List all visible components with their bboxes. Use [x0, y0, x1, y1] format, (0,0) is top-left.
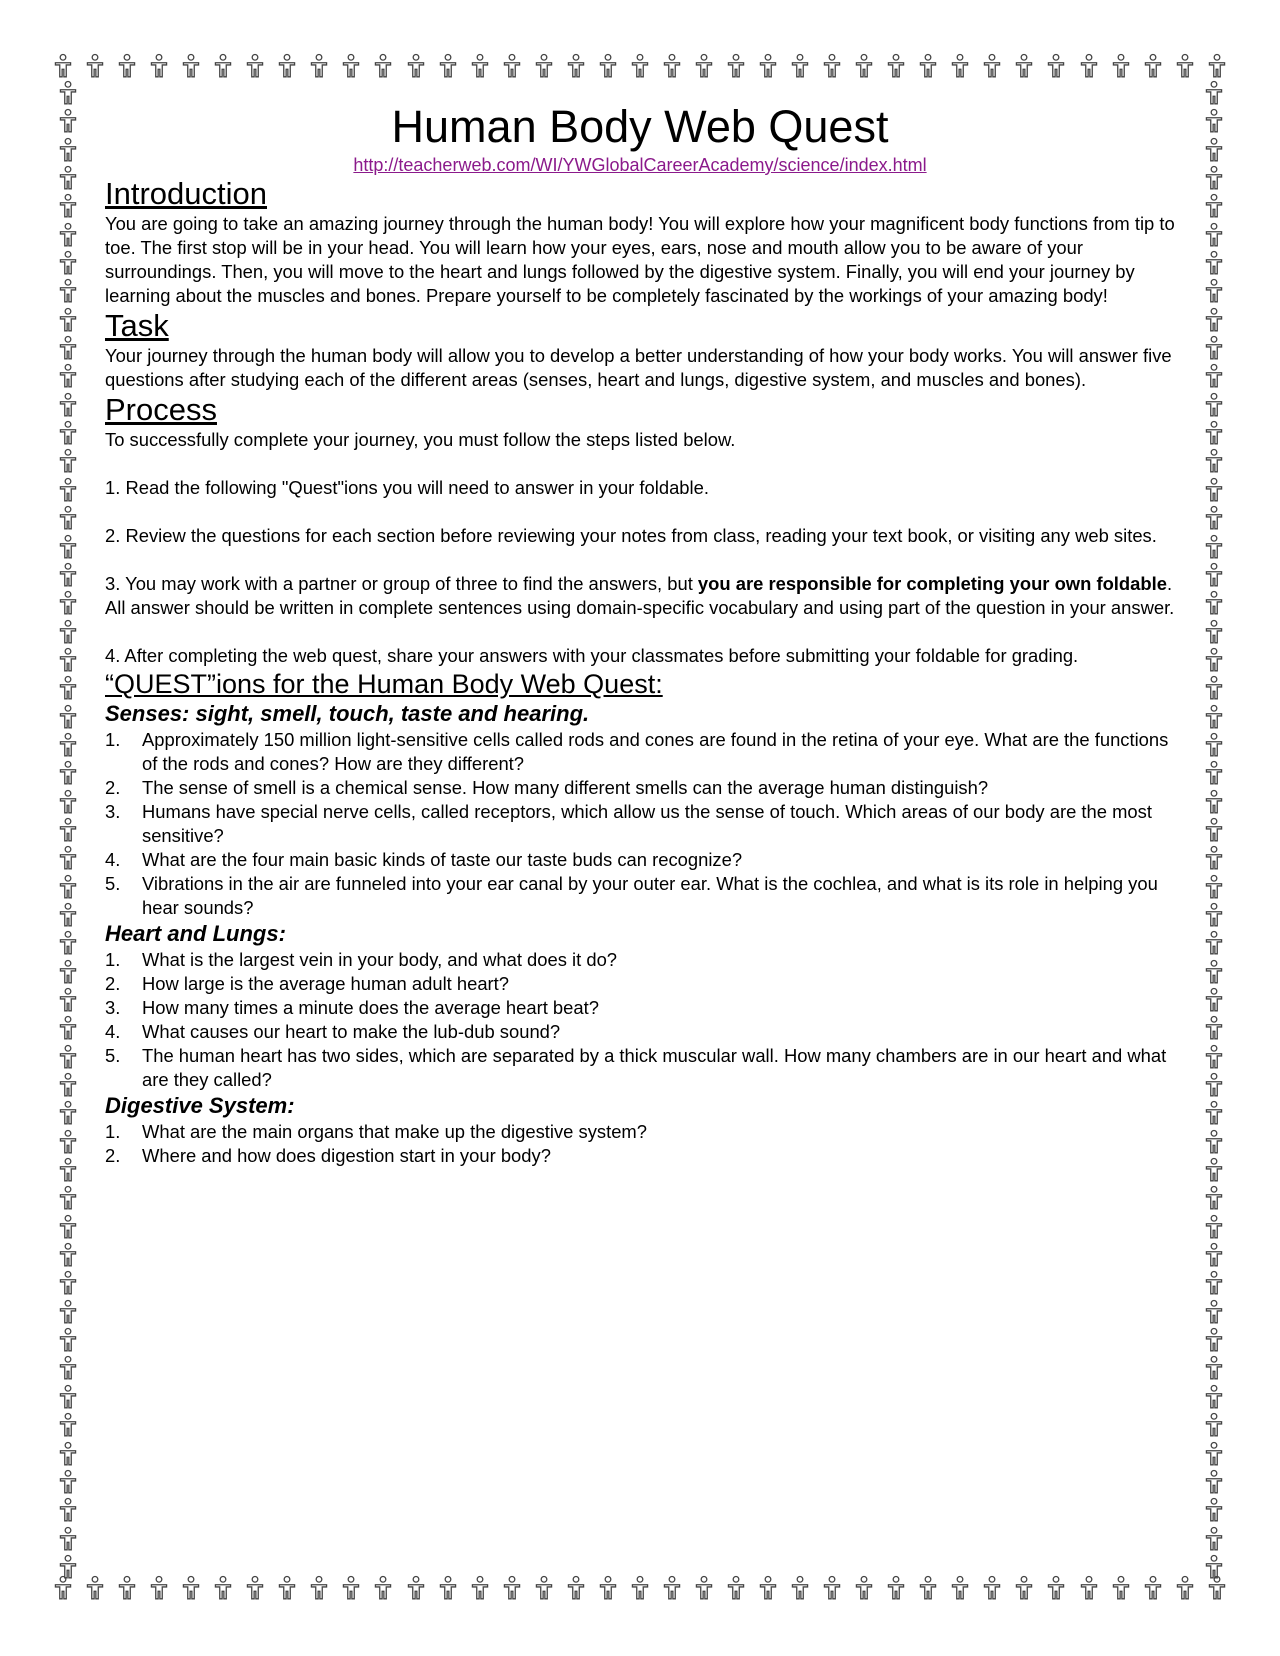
- person-border-icon: [1203, 1355, 1225, 1381]
- person-border-icon: [1045, 1575, 1067, 1601]
- person-border-icon: [1203, 789, 1225, 815]
- person-border-icon: [1174, 53, 1196, 79]
- person-border-icon: [853, 53, 875, 79]
- person-border-icon: [1203, 987, 1225, 1013]
- person-border-icon: [57, 1015, 79, 1041]
- person-border-icon: [84, 53, 106, 79]
- person-border-icon: [372, 1575, 394, 1601]
- person-border-icon: [1110, 53, 1132, 79]
- person-border-icon: [57, 1185, 79, 1211]
- person-border-icon: [57, 1129, 79, 1155]
- person-border-icon: [1203, 363, 1225, 389]
- task-text: Your journey through the human body will allow you to develop a better understanding of how your body works. You will answer five questions after studying each of the different areas (senses, heart and lungs, digestive system, and muscles and bones).: [105, 345, 1172, 390]
- person-border-icon: [57, 1327, 79, 1353]
- person-border-icon: [57, 732, 79, 758]
- person-border-icon: [917, 53, 939, 79]
- person-border-icon: [57, 760, 79, 786]
- person-border-icon: [405, 53, 427, 79]
- person-border-icon: [57, 1469, 79, 1495]
- person-border-icon: [1203, 1185, 1225, 1211]
- person-border-icon: [1203, 505, 1225, 531]
- person-border-icon: [57, 704, 79, 730]
- person-border-icon: [84, 1575, 106, 1601]
- person-border-icon: [57, 1157, 79, 1183]
- person-border-icon: [501, 1575, 523, 1601]
- person-border-icon: [57, 222, 79, 248]
- person-border-icon: [949, 53, 971, 79]
- person-border-icon: [1203, 137, 1225, 163]
- person-border-icon: [212, 53, 234, 79]
- person-border-icon: [57, 959, 79, 985]
- person-border-icon: [57, 930, 79, 956]
- person-border-icon: [917, 1575, 939, 1601]
- person-border-icon: [533, 1575, 555, 1601]
- person-border-icon: [1203, 1554, 1225, 1580]
- person-border-icon: [1203, 1441, 1225, 1467]
- person-border-icon: [437, 53, 459, 79]
- person-border-icon: [57, 1214, 79, 1240]
- person-border-icon: [1203, 562, 1225, 588]
- person-border-icon: [57, 1242, 79, 1268]
- person-border-icon: [57, 1299, 79, 1325]
- process-heading: Process: [105, 392, 217, 427]
- person-border-icon: [1203, 647, 1225, 673]
- person-border-icon: [57, 562, 79, 588]
- person-border-icon: [57, 1384, 79, 1410]
- person-border-icon: [1203, 1100, 1225, 1126]
- person-border-icon: [308, 53, 330, 79]
- questions-heading: “QUEST”ions for the Human Body Web Quest:: [105, 669, 663, 699]
- person-border-icon: [1078, 1575, 1100, 1601]
- list-item: 4. What causes our heart to make the lub-dub sound?: [105, 1021, 561, 1042]
- person-border-icon: [57, 590, 79, 616]
- person-border-icon: [821, 53, 843, 79]
- person-border-icon: [57, 137, 79, 163]
- heart-lungs-heading: Heart and Lungs:: [105, 921, 286, 946]
- person-border-icon: [1203, 335, 1225, 361]
- person-border-icon: [1203, 278, 1225, 304]
- person-border-icon: [1206, 53, 1228, 79]
- person-border-icon: [1203, 760, 1225, 786]
- process-step-4: 4. After completing the web quest, share your answers with your classmates before submitting your foldable for grading.: [105, 645, 1079, 666]
- person-border-icon: [180, 1575, 202, 1601]
- person-border-icon: [469, 53, 491, 79]
- person-border-icon: [57, 193, 79, 219]
- task-heading: Task: [105, 308, 169, 343]
- process-step-3-bold: you are responsible for completing your own foldable: [697, 573, 1167, 594]
- person-border-icon: [180, 53, 202, 79]
- border-right: [1198, 80, 1230, 1580]
- person-border-icon: [757, 53, 779, 79]
- person-border-icon: [1203, 1299, 1225, 1325]
- person-border-icon: [1045, 53, 1067, 79]
- person-border-icon: [981, 53, 1003, 79]
- person-border-icon: [1203, 1327, 1225, 1353]
- person-border-icon: [57, 505, 79, 531]
- person-border-icon: [757, 1575, 779, 1601]
- person-border-icon: [725, 53, 747, 79]
- person-border-icon: [1203, 704, 1225, 730]
- person-border-icon: [57, 902, 79, 928]
- person-border-icon: [308, 1575, 330, 1601]
- person-border-icon: [1203, 902, 1225, 928]
- person-border-icon: [57, 335, 79, 361]
- person-border-icon: [57, 1554, 79, 1580]
- list-item: 2. How large is the average human adult heart?: [105, 973, 510, 994]
- person-border-icon: [1203, 1412, 1225, 1438]
- person-border-icon: [469, 1575, 491, 1601]
- person-border-icon: [57, 789, 79, 815]
- person-border-icon: [116, 1575, 138, 1601]
- senses-heading: Senses: sight, smell, touch, taste and hearing.: [105, 701, 590, 726]
- person-border-icon: [57, 1441, 79, 1467]
- person-border-icon: [1142, 53, 1164, 79]
- person-border-icon: [57, 1497, 79, 1523]
- person-border-icon: [1203, 1015, 1225, 1041]
- person-border-icon: [57, 1044, 79, 1070]
- list-item: 3. Humans have special nerve cells, called receptors, which allow us the sense of touch. Which areas of our body are the most sensitive?: [105, 801, 1152, 846]
- person-border-icon: [116, 53, 138, 79]
- person-border-icon: [1203, 534, 1225, 560]
- person-border-icon: [1203, 1384, 1225, 1410]
- person-border-icon: [789, 53, 811, 79]
- person-border-icon: [1203, 1044, 1225, 1070]
- person-border-icon: [437, 1575, 459, 1601]
- process-step-3: [105, 572, 1175, 620]
- person-border-icon: [57, 307, 79, 333]
- person-border-icon: [244, 53, 266, 79]
- person-border-icon: [1203, 1526, 1225, 1552]
- person-border-icon: [340, 53, 362, 79]
- person-border-icon: [1013, 1575, 1035, 1601]
- person-border-icon: [1142, 1575, 1164, 1601]
- person-border-icon: [244, 1575, 266, 1601]
- person-border-icon: [1203, 1270, 1225, 1296]
- person-border-icon: [57, 278, 79, 304]
- person-border-icon: [57, 1355, 79, 1381]
- process-intro: To successfully complete your journey, you must follow the steps listed below.: [105, 429, 736, 450]
- person-border-icon: [1203, 80, 1225, 106]
- list-item: 3. How many times a minute does the average heart beat?: [105, 997, 599, 1018]
- person-border-icon: [1203, 874, 1225, 900]
- person-border-icon: [1203, 1469, 1225, 1495]
- person-border-icon: [821, 1575, 843, 1601]
- digestive-list: [105, 1120, 1175, 1168]
- person-border-icon: [629, 53, 651, 79]
- person-border-icon: [57, 448, 79, 474]
- person-border-icon: [57, 534, 79, 560]
- list-item: 5. The human heart has two sides, which are separated by a thick muscular wall. How many chambers are in our heart and what are they called?: [105, 1045, 1167, 1090]
- person-border-icon: [372, 53, 394, 79]
- process-step-2: 2. Review the questions for each section before reviewing your notes from class, reading your text book, or visiting any web sites.: [105, 525, 1157, 546]
- process-step-3-text-b: . All answer should be written in complete sentences using domain-specific vocabulary and using part of the question in your answer.: [105, 573, 1175, 618]
- list-item: 4. What are the four main basic kinds of taste our taste buds can recognize?: [105, 849, 743, 870]
- person-border-icon: [57, 845, 79, 871]
- person-border-icon: [57, 477, 79, 503]
- introduction-heading: Introduction: [105, 176, 267, 211]
- person-border-icon: [57, 619, 79, 645]
- person-border-icon: [1203, 1497, 1225, 1523]
- person-border-icon: [57, 647, 79, 673]
- person-border-icon: [661, 1575, 683, 1601]
- person-border-icon: [1174, 1575, 1196, 1601]
- list-item: 5. Vibrations in the air are funneled into your ear canal by your outer ear. What is the cochlea, and what is its role in helping you hear sounds?: [105, 873, 1158, 918]
- person-border-icon: [725, 1575, 747, 1601]
- person-border-icon: [1203, 1214, 1225, 1240]
- person-border-icon: [1203, 959, 1225, 985]
- person-border-icon: [1110, 1575, 1132, 1601]
- person-border-icon: [693, 53, 715, 79]
- person-border-icon: [57, 817, 79, 843]
- person-border-icon: [1203, 307, 1225, 333]
- process-step-3-text-a: 3. You may work with a partner or group of three to find the answers, but: [105, 573, 698, 594]
- person-border-icon: [1203, 108, 1225, 134]
- person-border-icon: [1203, 222, 1225, 248]
- process-step-1: 1. Read the following "Quest"ions you will need to answer in your foldable.: [105, 477, 709, 498]
- person-border-icon: [1203, 1242, 1225, 1268]
- border-top: [52, 50, 1228, 82]
- list-item: 1. Approximately 150 million light-sensitive cells called rods and cones are found in the retina of your eye. What are the functions of the rods and cones? How are they different?: [105, 729, 1169, 774]
- heart-lungs-list: [105, 948, 1175, 1092]
- list-item: 2. The sense of smell is a chemical sense. How many different smells can the average human distinguish?: [105, 777, 989, 798]
- person-border-icon: [661, 53, 683, 79]
- person-border-icon: [1203, 448, 1225, 474]
- person-border-icon: [1203, 1129, 1225, 1155]
- person-border-icon: [1078, 53, 1100, 79]
- person-border-icon: [1203, 420, 1225, 446]
- person-border-icon: [57, 1072, 79, 1098]
- person-border-icon: [276, 1575, 298, 1601]
- person-border-icon: [885, 1575, 907, 1601]
- person-border-icon: [1203, 193, 1225, 219]
- person-border-icon: [57, 165, 79, 191]
- person-border-icon: [1203, 930, 1225, 956]
- person-border-icon: [212, 1575, 234, 1601]
- person-border-icon: [565, 1575, 587, 1601]
- person-border-icon: [1203, 1157, 1225, 1183]
- person-border-icon: [1203, 675, 1225, 701]
- list-item: 1. What is the largest vein in your body, and what does it do?: [105, 949, 618, 970]
- person-border-icon: [52, 53, 74, 79]
- person-border-icon: [57, 987, 79, 1013]
- person-border-icon: [57, 392, 79, 418]
- person-border-icon: [789, 1575, 811, 1601]
- person-border-icon: [1203, 590, 1225, 616]
- senses-list: [105, 728, 1175, 920]
- person-border-icon: [597, 1575, 619, 1601]
- person-border-icon: [533, 53, 555, 79]
- list-item: 1. What are the main organs that make up the digestive system?: [105, 1121, 647, 1142]
- person-border-icon: [693, 1575, 715, 1601]
- person-border-icon: [565, 53, 587, 79]
- person-border-icon: [1203, 817, 1225, 843]
- person-border-icon: [148, 1575, 170, 1601]
- introduction-text: You are going to take an amazing journey through the human body! You will explore how your magnificent body functions from tip to toe. The first stop will be in your head. You will learn how your eyes, ears, nose and mouth allow you to be aware of your surroundings. Then, you will move to the heart and lungs followed by the digestive system. Finally, you will end your journey by learning about the muscles and bones. Prepare yourself to be completely fascinated by the workings of your amazing body!: [105, 213, 1175, 306]
- person-border-icon: [57, 1412, 79, 1438]
- person-border-icon: [981, 1575, 1003, 1601]
- person-border-icon: [57, 363, 79, 389]
- person-border-icon: [57, 80, 79, 106]
- person-border-icon: [629, 1575, 651, 1601]
- person-border-icon: [1203, 250, 1225, 276]
- person-border-icon: [57, 1526, 79, 1552]
- person-border-icon: [949, 1575, 971, 1601]
- person-border-icon: [57, 675, 79, 701]
- document-body: [105, 100, 1175, 1168]
- list-item: 2. Where and how does digestion start in your body?: [105, 1145, 551, 1166]
- person-border-icon: [340, 1575, 362, 1601]
- person-border-icon: [1203, 732, 1225, 758]
- person-border-icon: [1013, 53, 1035, 79]
- person-border-icon: [1203, 165, 1225, 191]
- border-bottom: [52, 1572, 1228, 1604]
- person-border-icon: [885, 53, 907, 79]
- person-border-icon: [57, 1270, 79, 1296]
- page-title: Human Body Web Quest: [391, 101, 889, 152]
- digestive-heading: Digestive System:: [105, 1093, 295, 1118]
- person-border-icon: [57, 1100, 79, 1126]
- person-border-icon: [1203, 845, 1225, 871]
- person-border-icon: [853, 1575, 875, 1601]
- person-border-icon: [148, 53, 170, 79]
- person-border-icon: [405, 1575, 427, 1601]
- person-border-icon: [1203, 477, 1225, 503]
- person-border-icon: [276, 53, 298, 79]
- person-border-icon: [1203, 1072, 1225, 1098]
- person-border-icon: [57, 108, 79, 134]
- source-link[interactable]: http://teacherweb.com/WI/YWGlobalCareerAcademy/science/index.html: [353, 155, 927, 175]
- person-border-icon: [1203, 392, 1225, 418]
- person-border-icon: [57, 250, 79, 276]
- person-border-icon: [57, 874, 79, 900]
- border-left: [52, 80, 84, 1580]
- person-border-icon: [597, 53, 619, 79]
- person-border-icon: [1203, 619, 1225, 645]
- person-border-icon: [57, 420, 79, 446]
- person-border-icon: [501, 53, 523, 79]
